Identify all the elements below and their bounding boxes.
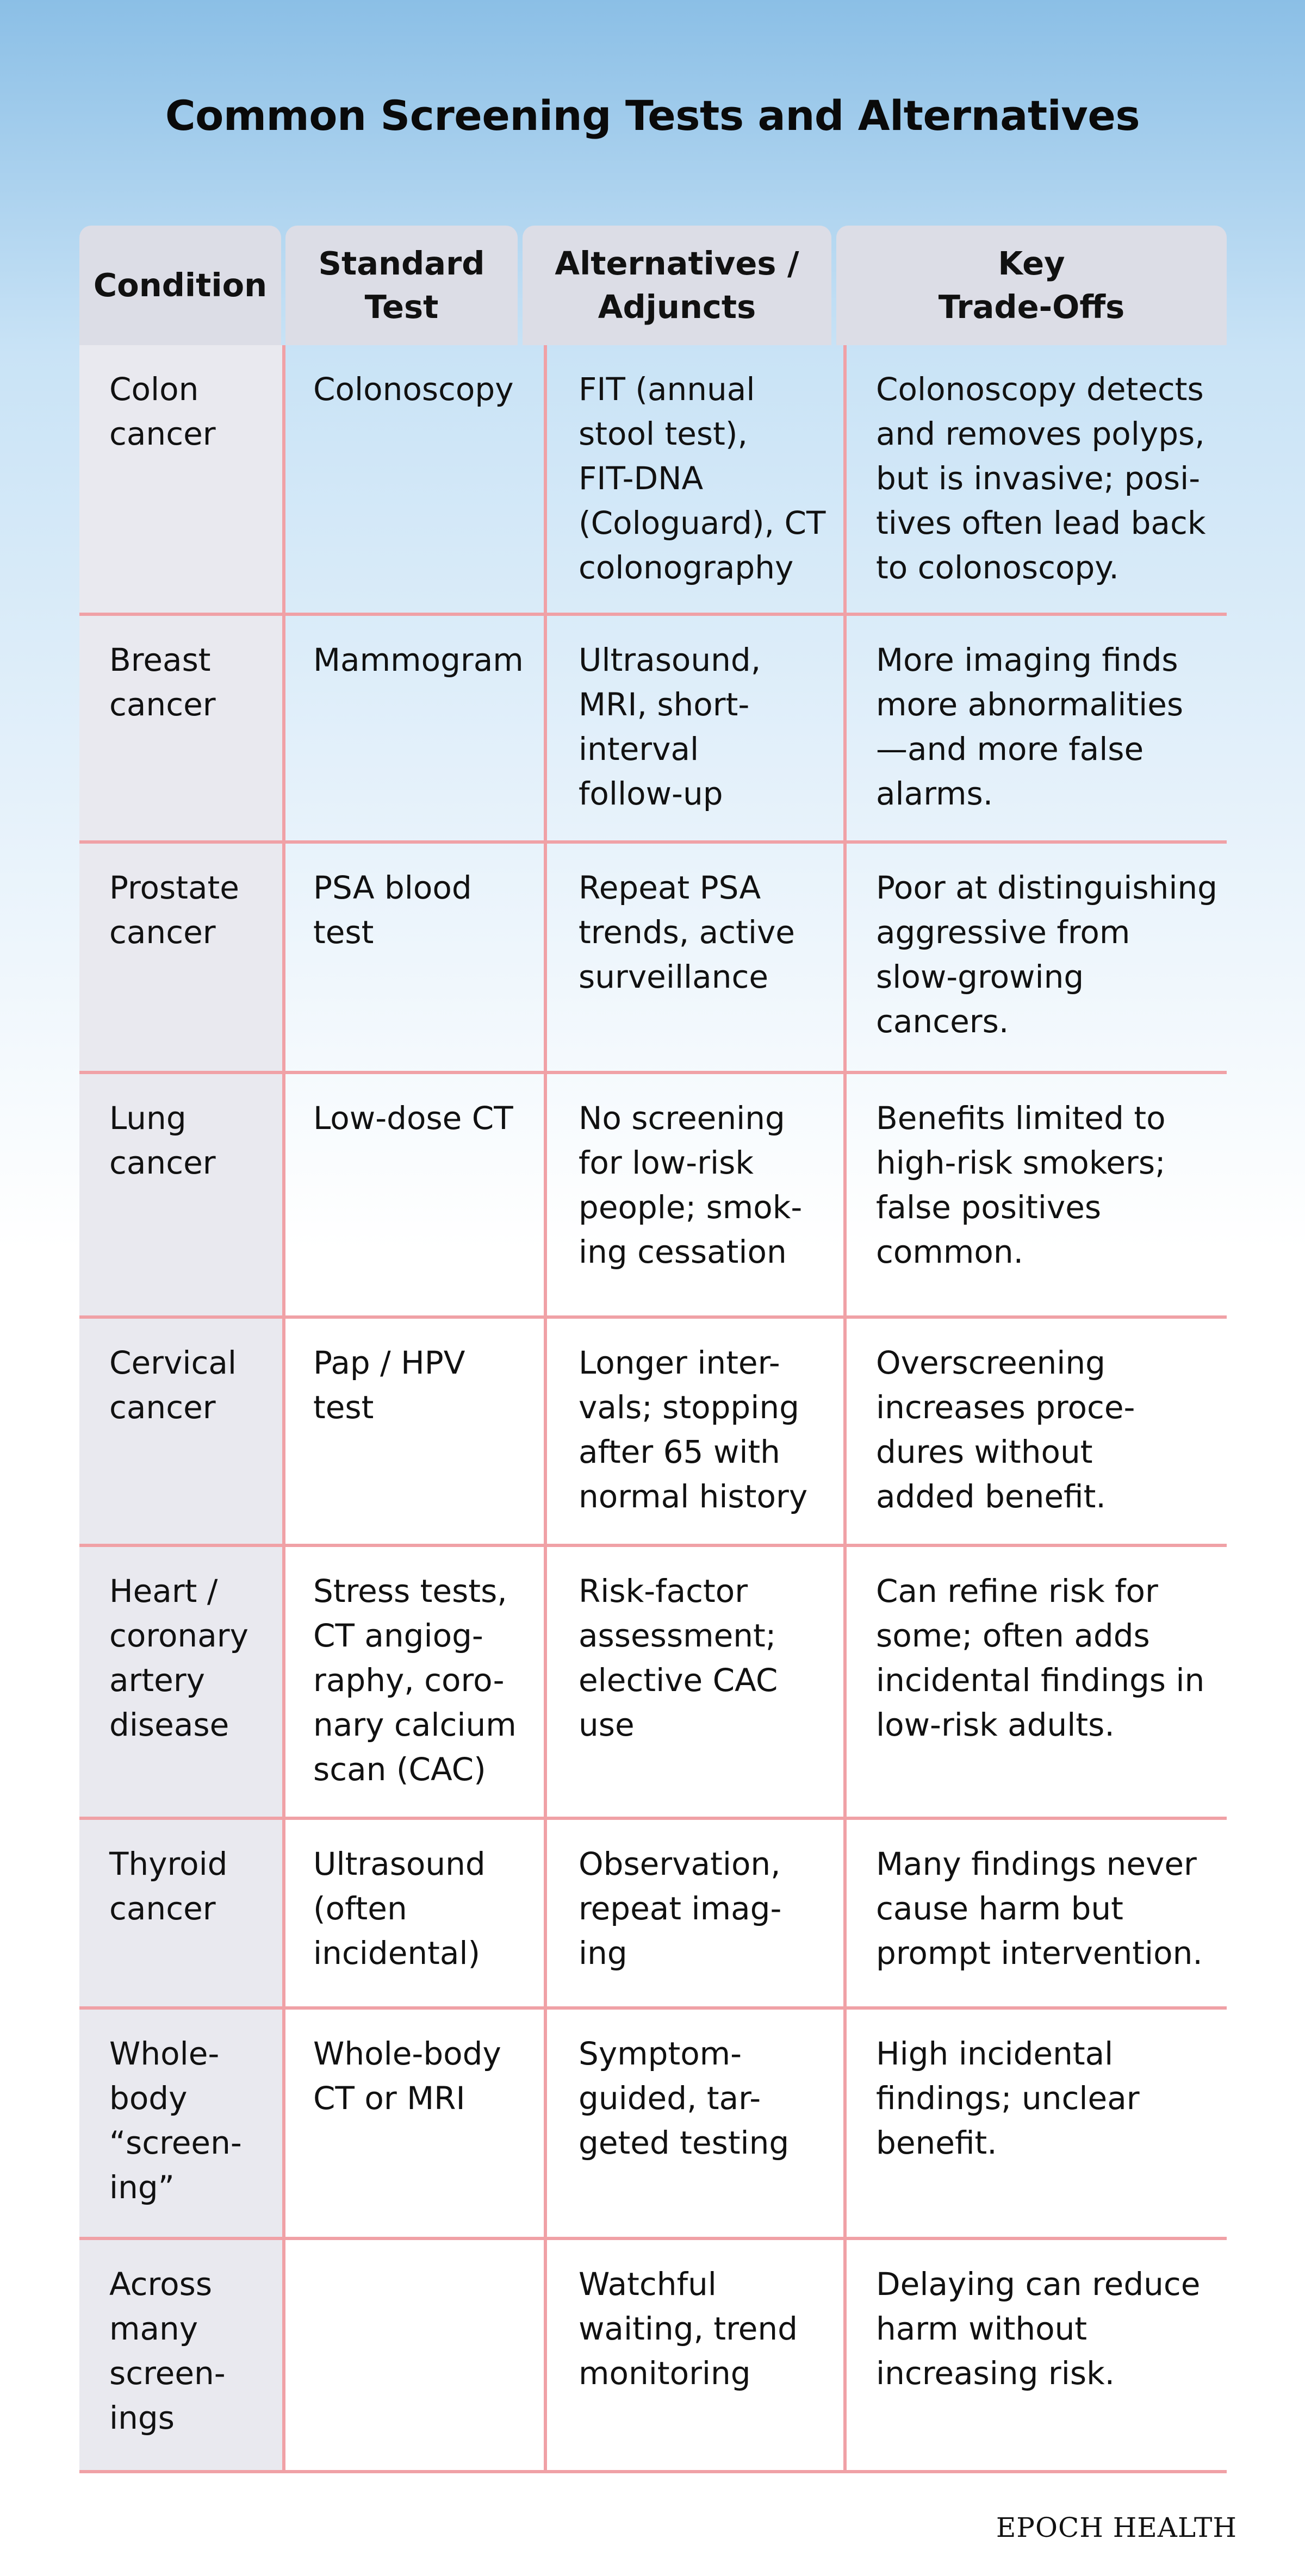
header-standard-test: Standard Test: [285, 226, 518, 345]
screening-table: [79, 226, 1227, 2473]
cell-trade-offs: Delaying can reduce harm without increasing risk.: [843, 2240, 1227, 2470]
cell-condition: Heart / coronary artery disease: [79, 1547, 282, 1817]
table-row: [79, 1074, 1227, 1319]
cell-standard-test: Colonoscopy: [282, 345, 544, 613]
cell-condition: Lung cancer: [79, 1074, 282, 1315]
cell-standard-test: Whole-body CT or MRI: [282, 2010, 544, 2237]
cell-condition: Prostate cancer: [79, 844, 282, 1071]
cell-alternatives: Longer inter- vals; stopping after 65 with normal history: [544, 1319, 843, 1544]
cell-alternatives: Ultrasound, MRI, short- interval follow-up: [544, 616, 843, 840]
table-row: [79, 2010, 1227, 2240]
cell-standard-test: Mammogram: [282, 616, 544, 840]
header-alternatives: Alternatives / Adjuncts: [523, 226, 831, 345]
cell-trade-offs: Overscreening increases proce- dures without added benefit.: [843, 1319, 1227, 1544]
cell-condition: Colon cancer: [79, 345, 282, 613]
table-row: [79, 1547, 1227, 1820]
cell-alternatives: Risk-factor assessment; elective CAC use: [544, 1547, 843, 1817]
cell-standard-test: Low-dose CT: [282, 1074, 544, 1315]
table-row: [79, 1820, 1227, 2010]
cell-condition: Thyroid cancer: [79, 1820, 282, 2006]
table-row: [79, 2240, 1227, 2473]
cell-standard-test: Pap / HPV test: [282, 1319, 544, 1544]
cell-alternatives: No screening for low-risk people; smok- ing cessation: [544, 1074, 843, 1315]
cell-alternatives: Observation, repeat imag- ing: [544, 1820, 843, 2006]
cell-condition: Whole- body “screen- ing”: [79, 2010, 282, 2237]
cell-condition: Cervical cancer: [79, 1319, 282, 1544]
cell-standard-test: Stress tests, CT angiog- raphy, coro- nary calcium scan (CAC): [282, 1547, 544, 1817]
cell-condition: Across many screen- ings: [79, 2240, 282, 2470]
cell-trade-offs: Many findings never cause harm but prompt intervention.: [843, 1820, 1227, 2006]
cell-condition: Breast cancer: [79, 616, 282, 840]
cell-alternatives: Symptom- guided, tar- geted testing: [544, 2010, 843, 2237]
cell-trade-offs: Can refine risk for some; often adds incidental findings in low-risk adults.: [843, 1547, 1227, 1817]
header-trade-offs: Key Trade-Offs: [836, 226, 1227, 345]
page-title: Common Screening Tests and Alternatives: [165, 91, 1140, 140]
cell-alternatives: FIT (annual stool test), FIT-DNA (Cologuard), CT colonography: [544, 345, 843, 613]
cell-trade-offs: High incidental findings; unclear benefit.: [843, 2010, 1227, 2237]
cell-trade-offs: Poor at distinguishing aggressive from slow-growing cancers.: [843, 844, 1227, 1071]
table-row: [79, 345, 1227, 616]
cell-standard-test: Ultrasound (often incidental): [282, 1820, 544, 2006]
publisher-logo: EPOCH HEALTH: [996, 2512, 1237, 2543]
table-header: [79, 226, 1227, 345]
cell-standard-test: [282, 2240, 544, 2470]
cell-standard-test: PSA blood test: [282, 844, 544, 1071]
cell-alternatives: Repeat PSA trends, active surveillance: [544, 844, 843, 1071]
cell-alternatives: Watchful waiting, trend monitoring: [544, 2240, 843, 2470]
table-row: [79, 844, 1227, 1074]
table-row: [79, 616, 1227, 844]
table-row: [79, 1319, 1227, 1547]
cell-trade-offs: Colonoscopy detects and removes polyps, but is invasive; posi- tives often lead back to colonoscopy.: [843, 345, 1227, 613]
header-condition: Condition: [79, 226, 281, 345]
cell-trade-offs: Benefits limited to high-risk smokers; false positives common.: [843, 1074, 1227, 1315]
cell-trade-offs: More imaging finds more abnormalities —and more false alarms.: [843, 616, 1227, 840]
